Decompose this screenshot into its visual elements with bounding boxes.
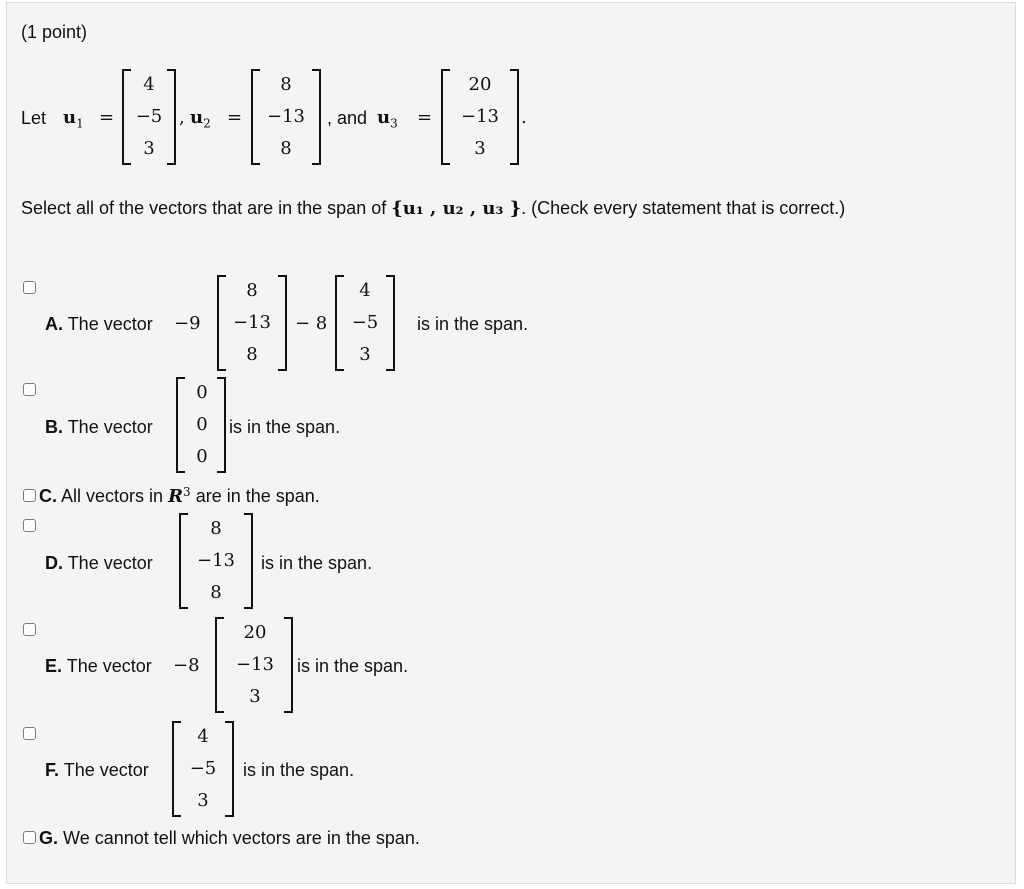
matrix-entry: 4 <box>359 280 371 301</box>
matrix-entry: 0 <box>196 382 208 403</box>
let-label: Let <box>21 108 47 128</box>
option-a-label: A. The vector <box>45 314 153 334</box>
and-label: , and <box>327 108 368 128</box>
points-label: (1 point) <box>21 22 88 42</box>
checkbox-f[interactable] <box>23 727 36 740</box>
u2-right-bracket <box>312 69 321 165</box>
checkbox-d[interactable] <box>23 519 36 532</box>
matrix-entry: 4 <box>197 726 209 747</box>
matrix-entry: 0 <box>196 446 208 467</box>
u1-entry: 4 <box>143 74 155 95</box>
u3-matrix <box>450 69 510 165</box>
matrix-entry: 3 <box>249 686 261 707</box>
u2-symbol: $u_2$ <box>190 107 211 131</box>
matrix-entry: −13 <box>197 550 235 571</box>
prompt-text <box>21 197 845 220</box>
option-a-vec2-right-bracket <box>386 275 395 371</box>
option-f-label: F. The vector <box>45 760 149 780</box>
prompt-main: Select all of the vectors that are in the span of <box>21 198 387 218</box>
u2-entry: 8 <box>280 138 292 159</box>
prompt-tail: . (Check every statement that is correct.) <box>521 198 846 218</box>
matrix-entry: 8 <box>246 280 258 301</box>
u1-entry: 3 <box>143 138 155 159</box>
option-a-vec1 <box>226 275 278 371</box>
option-b-vector <box>185 377 219 473</box>
u2-matrix <box>260 69 312 165</box>
u1-left-bracket <box>122 69 131 165</box>
matrix-entry: 8 <box>210 518 222 539</box>
u1-right-bracket <box>167 69 176 165</box>
option-d-vector <box>188 513 244 609</box>
option-a-coef: −9 <box>174 313 201 334</box>
option-e-left-bracket <box>215 617 224 713</box>
checkbox-g[interactable] <box>23 831 36 844</box>
checkbox-e[interactable] <box>23 623 36 636</box>
u3-equals: = <box>417 107 433 128</box>
option-b-right-bracket <box>217 377 226 473</box>
option-e-vector <box>224 617 286 713</box>
option-d-right-bracket <box>244 513 253 609</box>
option-g-label: G. We cannot tell which vectors are in the span. <box>39 828 420 848</box>
matrix-entry: −5 <box>189 758 217 779</box>
option-f-left-bracket <box>172 721 181 817</box>
u1-symbol: $u_1$ <box>63 107 84 131</box>
u2-entry: −13 <box>267 106 305 127</box>
matrix-entry: 20 <box>243 622 267 643</box>
option-a-vec1-left-bracket <box>217 275 226 371</box>
option-f-vector <box>181 721 225 817</box>
option-a-vec2 <box>344 275 386 371</box>
option-d-tail: is in the span. <box>261 553 373 573</box>
option-a-minus: − 8 <box>295 313 328 334</box>
option-e-coef: −8 <box>173 655 200 676</box>
u3-right-bracket <box>510 69 519 165</box>
prompt-set: {u₁ , u₂ , u₃ } <box>391 198 522 219</box>
matrix-entry: −13 <box>236 654 274 675</box>
u1-equals: = <box>99 107 115 128</box>
checkbox-b[interactable] <box>23 383 36 396</box>
comma-1: , <box>179 107 185 128</box>
option-b-tail: is in the span. <box>229 417 341 437</box>
option-c-exponent: 3 <box>183 485 191 499</box>
option-d-label: D. The vector <box>45 553 153 573</box>
checkbox-c[interactable] <box>23 489 36 502</box>
option-c-space: R <box>168 486 184 507</box>
matrix-entry: 3 <box>197 790 209 811</box>
matrix-entry: 3 <box>359 344 371 365</box>
matrix-entry: −13 <box>233 312 271 333</box>
option-a-vec1-right-bracket <box>278 275 287 371</box>
option-d-left-bracket <box>179 513 188 609</box>
u3-symbol: $u_3$ <box>377 107 398 131</box>
matrix-entry: −5 <box>351 312 379 333</box>
option-e-tail: is in the span. <box>297 656 409 676</box>
option-f-right-bracket <box>225 721 234 817</box>
u1-entry: −5 <box>135 106 163 127</box>
option-e-right-bracket <box>284 617 293 713</box>
u2-equals: = <box>227 107 243 128</box>
matrix-entry: 8 <box>210 582 222 603</box>
checkbox-a[interactable] <box>23 281 36 294</box>
u3-entry: −13 <box>461 106 499 127</box>
matrix-entry: 0 <box>196 414 208 435</box>
question-panel <box>6 2 1016 884</box>
option-a-vec2-left-bracket <box>335 275 344 371</box>
u2-left-bracket <box>251 69 260 165</box>
u3-left-bracket <box>441 69 450 165</box>
u3-entry: 20 <box>468 74 492 95</box>
u2-entry: 8 <box>280 74 292 95</box>
option-e-label: E. The vector <box>45 656 152 676</box>
matrix-entry: 8 <box>246 344 258 365</box>
period: . <box>521 107 527 128</box>
option-c-label: C. All vectors in $R^3$ are in the span. <box>39 485 320 507</box>
u3-entry: 3 <box>474 138 486 159</box>
option-a-tail: is in the span. <box>417 314 529 334</box>
option-f-tail: is in the span. <box>243 760 355 780</box>
u1-matrix <box>131 69 167 165</box>
option-b-label: B. The vector <box>45 417 153 437</box>
option-b-left-bracket <box>176 377 185 473</box>
